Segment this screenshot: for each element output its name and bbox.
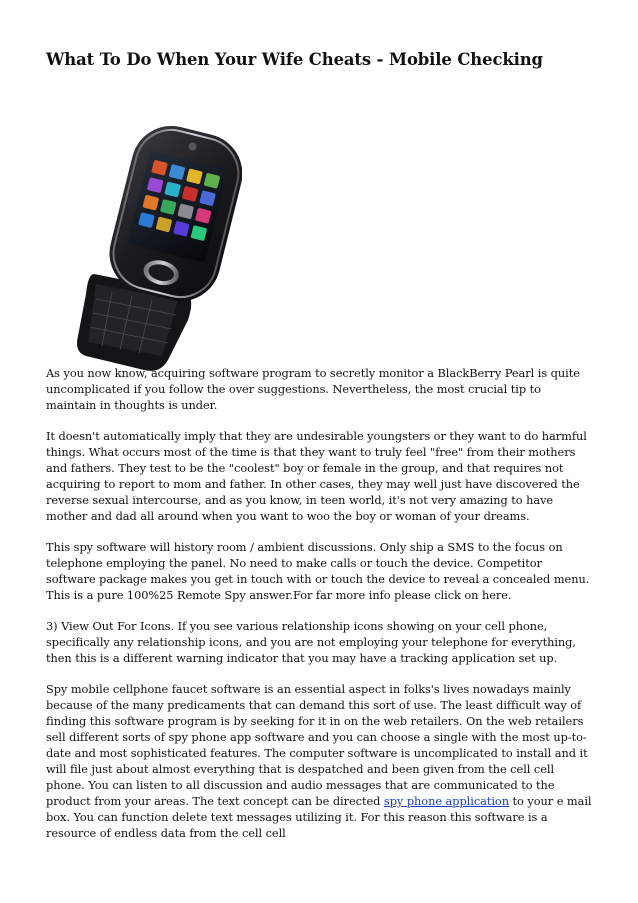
- paragraph-text-after: to your e mail box. You can function delete text messages utilizing it. For this reason this software is a resource of endless data from the cell cell: [46, 794, 592, 840]
- slider-phone-image: [72, 124, 242, 376]
- paragraph: It doesn't automatically imply that they are undesirable youngsters or they want to do harmful things. What occurs most of the time is that they want to truly feel "free" from their mothers and fathers. They test to be the "coolest" boy or female in the group, and that requires not acquiring to report to mom and father. In other cases, they may well just have discovered the reverse sexual intercourse, and as you know, in teen world, it's not very amazing to have mother and dad all around when you want to woo the boy or woman of your dreams.: [46, 429, 587, 523]
- paragraph: [46, 681, 594, 841]
- spy-phone-application-link[interactable]: spy phone application: [383, 794, 509, 808]
- phone-body: [101, 124, 242, 310]
- article-body: [46, 365, 594, 856]
- paragraph: 3) View Out For Icons. If you see various relationship icons showing on your cell phone, specifically any relationship icons, and you are not employing your telephone for everything, then this is a different warning indicator that you may have a tracking application set up.: [46, 619, 576, 665]
- page-title: What To Do When Your Wife Cheats - Mobile Checking: [46, 50, 543, 69]
- paragraph: As you now know, acquiring software program to secretly monitor a BlackBerry Pearl is quite uncomplicated if you follow the over suggestions. Nevertheless, the most crucial tip to maintain in thoughts is under.: [46, 366, 580, 412]
- paragraph: This spy software will history room / ambient discussions. Only ship a SMS to the focus on telephone employing the panel. No need to make calls or touch the device. Competitor software package makes you get in touch with or touch the device to reveal a concealed menu. This is a pure 100%25 Remote Spy answer.For far more info please click on here.: [46, 540, 590, 602]
- paragraph-text-before: Spy mobile cellphone faucet software is an essential aspect in folks's lives nowadays mainly because of the many predicaments that can demand this sort of use. The least difficult way of finding this software program is by seeking for it in on the web retailers. On the web retailers sell different sorts of spy phone app software and you can choose a single with the most up-to-date and most sophisticated features. The computer software is uncomplicated to install and it will file just about almost everything that is despatched and been given from the cell cell phone. You can listen to all discussion and audio messages that are communicated to the product from your areas. The text concept can be directed: [46, 682, 588, 808]
